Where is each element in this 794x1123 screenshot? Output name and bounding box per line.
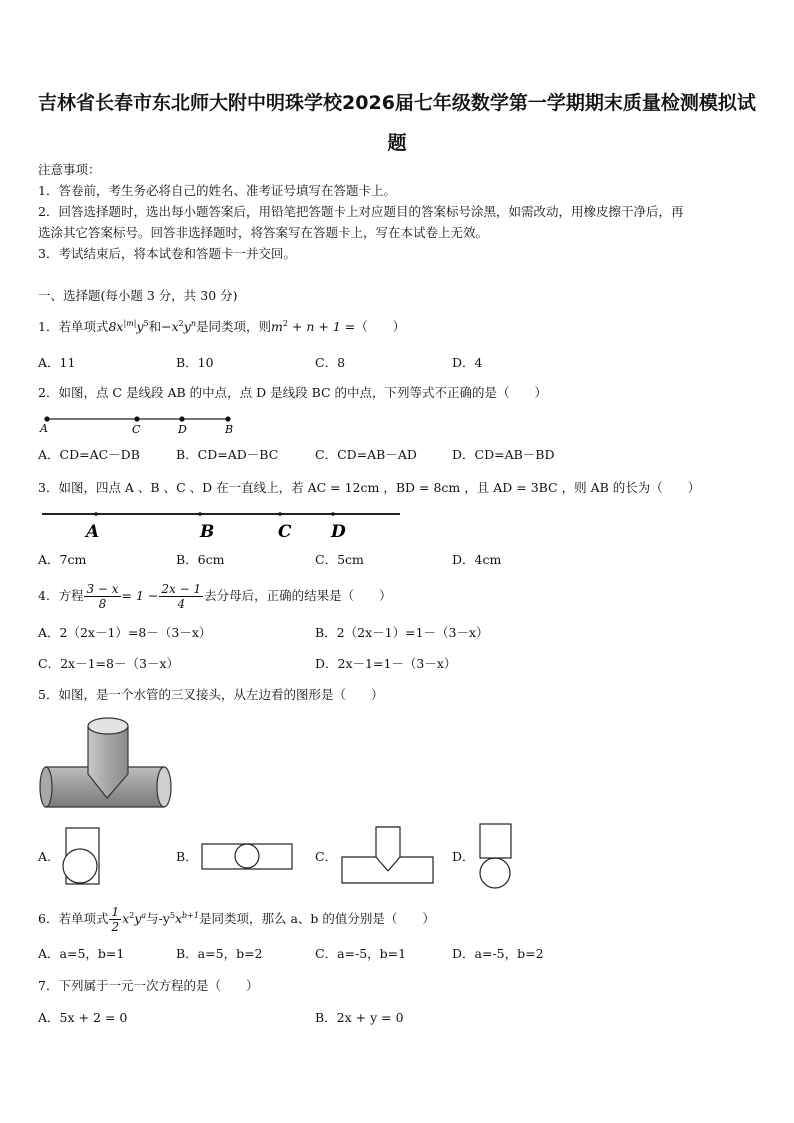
notice-item-2: 2．回答选择题时，选出每小题答案后，用铅笔把答题卡上对应题目的答案标号涂黑，如需改动，用橡皮擦干净后，再 <box>38 204 684 219</box>
q6-option-c[interactable]: C．a=-5，b=1 <box>315 946 407 961</box>
q6-option-d[interactable]: D．a=-5，b=2 <box>452 946 544 961</box>
q2-option-c[interactable]: C．CD=AB－AD <box>315 447 417 462</box>
q2-option-d[interactable]: D．CD=AB－BD <box>452 447 555 462</box>
q4-option-c[interactable]: C．2x－1=8－（3－x） <box>38 656 179 671</box>
q4-fraction-1: $\frac{3 - x}{8}$ <box>86 582 119 611</box>
q3-option-d[interactable]: D．4cm <box>452 552 502 567</box>
q1-option-d[interactable]: D．4 <box>452 355 483 370</box>
q1-option-a[interactable]: A．11 <box>38 355 76 370</box>
q5-pipe-joint-figure <box>36 712 186 817</box>
notice-heading: 注意事项： <box>38 162 101 177</box>
question-2-stem: 2．如图，点 C 是线段 AB 的中点，点 D 是线段 BC 的中点，下列等式不正确的是（ ） <box>38 385 548 400</box>
q5-option-a-figure[interactable] <box>60 826 104 886</box>
q5-option-c-figure[interactable] <box>338 824 438 886</box>
q4-fraction-2: $\frac{2x - 1}{4}$ <box>161 582 202 611</box>
question-1-stem: 1．若单项式$8x^{|m|}y^5$和$-x^2y^n$是同类项，则$m^2 + n + 1$ =（ ） <box>38 319 406 335</box>
q3-point-c: C <box>278 522 292 542</box>
question-7-stem: 7．下列属于一元一次方程的是（ ） <box>38 978 259 993</box>
section-heading: 一、选择题(每小题 3 分，共 30 分) <box>38 288 238 303</box>
question-5-stem: 5．如图，是一个水管的三叉接头，从左边看的图形是（ ） <box>38 687 384 702</box>
page-title-line1: 吉林省长春市东北师大附中明珠学校2026届七年级数学第一学期期末质量检测模拟试 <box>38 92 756 114</box>
q5-option-d-figure[interactable] <box>475 822 515 892</box>
question-6-stem: 6．若单项式 $\frac{1}{2}$ $x^2y^a$与$-y^5x^{b+1}$是同类项，那么 a、b 的值分别是（ ） <box>38 905 435 935</box>
q2-point-a: A <box>40 422 48 435</box>
q3-option-a[interactable]: A．7cm <box>38 552 87 567</box>
q2-point-c: C <box>132 423 141 436</box>
page-title-line2: 题 <box>387 132 407 154</box>
q6-option-b[interactable]: B．a=5，b=2 <box>176 946 263 961</box>
q5-option-d-label[interactable]: D． <box>452 849 475 864</box>
q3-point-a: A <box>86 522 100 542</box>
q2-segment-figure <box>36 410 236 436</box>
question-4-stem: 4．方程 $\frac{3 - x}{8}$ = 1 − $\frac{2x - 1}{4}$ 去分母后，正确的结果是（ ） <box>38 582 392 611</box>
q3-option-b[interactable]: B．6cm <box>176 552 225 567</box>
q2-point-d: D <box>178 423 187 436</box>
q3-line-figure <box>40 505 405 541</box>
q6-option-a[interactable]: A．a=5，b=1 <box>38 946 125 961</box>
question-3-stem: 3．如图，四点 A 、B 、C 、D 在一直线上，若 AC = 12cm ，BD = 8cm ，且 AD = 3BC ，则 AB 的长为（ ） <box>38 480 701 495</box>
q5-option-a-label[interactable]: A. <box>38 849 52 864</box>
q5-option-b-label[interactable]: B． <box>176 849 198 864</box>
notice-item-3: 3．考试结束后，将本试卷和答题卡一并交回。 <box>38 246 296 261</box>
q2-option-b[interactable]: B．CD=AD－BC <box>176 447 279 462</box>
q2-option-a[interactable]: A．CD=AC－DB <box>38 447 140 462</box>
q4-option-d[interactable]: D．2x－1=1－（3－x） <box>315 656 457 671</box>
q7-option-b[interactable]: B．2x + y = 0 <box>315 1010 404 1025</box>
q1-option-c[interactable]: C．8 <box>315 355 346 370</box>
q5-option-c-label[interactable]: C． <box>315 849 338 864</box>
q5-option-b-figure[interactable] <box>200 841 296 873</box>
q2-point-b: B <box>225 423 234 436</box>
q4-option-a[interactable]: A．2（2x－1）=8－（3－x） <box>38 625 212 640</box>
notice-item-2-cont: 选涂其它答案标号。回答非选择题时，将答案写在答题卡上，写在本试卷上无效。 <box>38 225 489 240</box>
q3-option-c[interactable]: C．5cm <box>315 552 364 567</box>
q1-option-b[interactable]: B．10 <box>176 355 214 370</box>
q3-point-b: B <box>200 522 215 542</box>
q4-option-b[interactable]: B．2（2x－1）=1－（3－x） <box>315 625 489 640</box>
notice-item-1: 1．答卷前，考生务必将自己的姓名、准考证号填写在答题卡上。 <box>38 183 396 198</box>
q3-point-d: D <box>331 522 346 542</box>
q6-fraction: $\frac{1}{2}$ <box>111 905 120 935</box>
q7-option-a[interactable]: A．5x + 2 = 0 <box>38 1010 128 1025</box>
